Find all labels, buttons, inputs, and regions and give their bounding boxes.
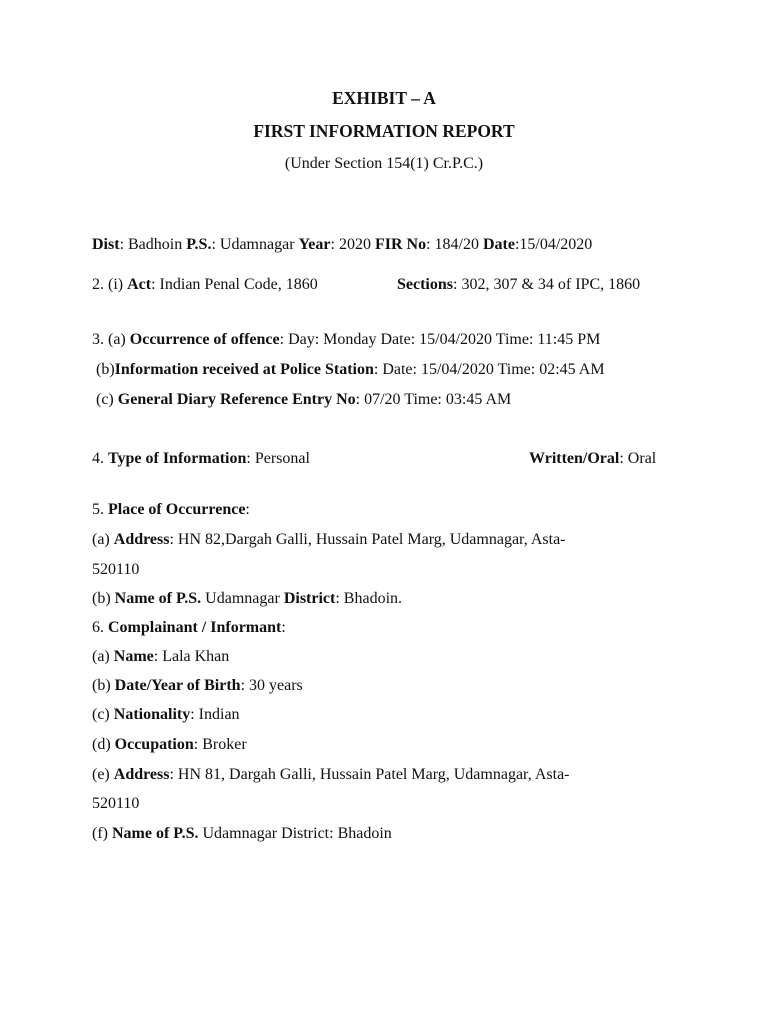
- occurrence-value: : Day: Monday Date: 15/04/2020 Time: 11:45 PM: [279, 331, 601, 348]
- information-received-line: [96, 361, 605, 379]
- complainant-nationality-prefix: (c): [92, 706, 114, 723]
- occurrence-address-label: Address: [113, 531, 170, 548]
- type-value: : Personal: [246, 450, 310, 467]
- complainant-occupation-prefix: (d): [92, 736, 115, 753]
- complainant-ps-line: [92, 825, 392, 843]
- place-prefix: 5.: [92, 501, 108, 518]
- information-received-value: : Date: 15/04/2020 Time: 02:45 AM: [373, 361, 605, 378]
- place-of-occurrence-heading: [92, 501, 250, 519]
- type-label: Type of Information: [108, 450, 247, 467]
- complainant-name-value: : Lala Khan: [153, 648, 230, 665]
- document-title: FIRST INFORMATION REPORT: [253, 121, 515, 141]
- complainant-ps-prefix: (f): [92, 825, 112, 842]
- written-oral-value: : Oral: [619, 450, 657, 467]
- place-label: Place of Occurrence: [108, 501, 246, 518]
- occurrence-district-value: : Bhadoin.: [335, 590, 403, 607]
- occurrence-district-label: District: [283, 590, 336, 607]
- year-label: Year: [298, 236, 331, 253]
- complainant-occupation-label: Occupation: [114, 736, 194, 753]
- sections-line: [397, 276, 640, 294]
- complainant-nationality-value: : Indian: [190, 706, 240, 723]
- complainant-birth-prefix: (b): [92, 677, 115, 694]
- date-value: :15/04/2020: [514, 236, 593, 253]
- occurrence-line: [92, 331, 600, 349]
- occurrence-ps-label: Name of P.S.: [114, 590, 202, 607]
- written-oral-line: [529, 450, 656, 468]
- complainant-address-value: : HN 81, Dargah Galli, Hussain Patel Marg, Udamnagar, Asta-: [169, 766, 570, 783]
- act-value: : Indian Penal Code, 1860: [151, 276, 318, 293]
- complainant-name-line: [92, 648, 229, 666]
- fir-details-line: [92, 236, 592, 254]
- complainant-name-label: Name: [113, 648, 154, 665]
- complainant-occupation-line: [92, 736, 247, 754]
- fir-no-value: : 184/20: [426, 236, 483, 253]
- information-received-prefix: (b): [96, 361, 115, 378]
- occurrence-address-value: : HN 82,Dargah Galli, Hussain Patel Marg, Udamnagar, Asta-: [169, 531, 566, 548]
- sections-value: : 302, 307 & 34 of IPC, 1860: [453, 276, 641, 293]
- general-diary-line: [96, 391, 511, 409]
- complainant-birth-value: : 30 years: [240, 677, 303, 694]
- occurrence-label: Occurrence of offence: [129, 331, 280, 348]
- information-received-label: Information received at Police Station: [114, 361, 374, 378]
- dist-label: Dist: [92, 236, 120, 253]
- complainant-ps-value: Udamnagar District: Bhadoin: [198, 825, 392, 842]
- general-diary-value: : 07/20 Time: 03:45 AM: [355, 391, 512, 408]
- general-diary-label: General Diary Reference Entry No: [117, 391, 356, 408]
- complainant-heading: [92, 619, 286, 637]
- complainant-birth-label: Date/Year of Birth: [114, 677, 241, 694]
- complainant-address-continuation: 520110: [92, 795, 140, 812]
- complainant-address-line: [92, 766, 570, 784]
- dist-value: : Badhoin: [119, 236, 187, 253]
- occurrence-address-line: [92, 531, 566, 549]
- occurrence-address-prefix: (a): [92, 531, 114, 548]
- complainant-ps-label: Name of P.S.: [111, 825, 199, 842]
- act-label: Act: [127, 276, 152, 293]
- complainant-address-label: Address: [113, 766, 170, 783]
- complainant-name-prefix: (a): [92, 648, 114, 665]
- occurrence-ps-value: Udamnagar: [201, 590, 284, 607]
- fir-no-label: FIR No: [374, 236, 427, 253]
- exhibit-heading: EXHIBIT – A: [332, 88, 436, 108]
- place-suffix: :: [245, 501, 250, 518]
- type-of-information-line: [92, 450, 310, 468]
- complainant-address-prefix: (e): [92, 766, 114, 783]
- year-value: : 2020: [330, 236, 375, 253]
- complainant-nationality-line: [92, 706, 240, 724]
- complainant-prefix: 6.: [92, 619, 108, 636]
- occurrence-ps-prefix: (b): [92, 590, 115, 607]
- type-prefix: 4.: [92, 450, 108, 467]
- occurrence-address-continuation: 520110: [92, 561, 140, 578]
- act-line: [92, 276, 318, 294]
- general-diary-prefix: (c): [96, 391, 118, 408]
- written-oral-label: Written/Oral: [529, 450, 620, 467]
- complainant-nationality-label: Nationality: [113, 706, 191, 723]
- complainant-birth-line: [92, 677, 303, 695]
- occurrence-prefix: 3. (a): [92, 331, 130, 348]
- ps-label: P.S.: [186, 236, 212, 253]
- ps-value: : Udamnagar: [211, 236, 299, 253]
- complainant-suffix: :: [281, 619, 286, 636]
- sections-label: Sections: [397, 276, 453, 293]
- complainant-occupation-value: : Broker: [193, 736, 247, 753]
- date-label: Date: [482, 236, 515, 253]
- complainant-label: Complainant / Informant: [108, 619, 282, 636]
- document-subtitle: (Under Section 154(1) Cr.P.C.): [284, 155, 484, 172]
- occurrence-ps-line: [92, 590, 402, 608]
- act-prefix: 2. (i): [92, 276, 128, 293]
